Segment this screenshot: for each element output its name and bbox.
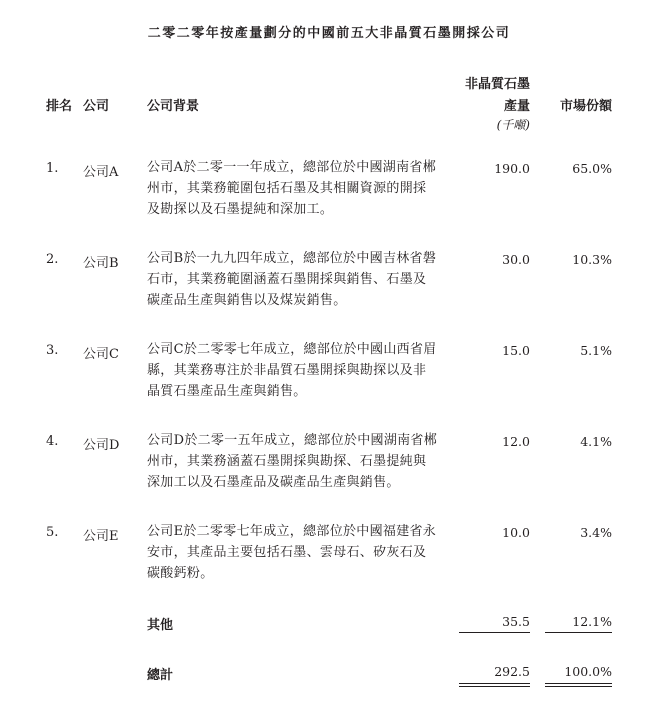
background-cell bbox=[147, 339, 459, 402]
rank-cell: 3. bbox=[46, 343, 59, 358]
rank-cell: 5. bbox=[46, 525, 59, 540]
total-double-rule-share-top bbox=[545, 683, 612, 684]
output-cell: 12.0 bbox=[502, 434, 530, 449]
total-output: 292.5 bbox=[494, 664, 530, 679]
share-cell: 65.0% bbox=[572, 161, 612, 176]
background-line: 公司B於一九九四年成立，總部位於中國吉林省磐 bbox=[147, 251, 437, 266]
output-cell: 15.0 bbox=[502, 343, 530, 358]
rank-cell: 4. bbox=[46, 434, 59, 449]
others-output: 35.5 bbox=[502, 614, 530, 629]
company-cell: 公司E bbox=[83, 529, 119, 544]
total-share: 100.0% bbox=[564, 664, 612, 679]
background-line: 石市，其業務範圍涵蓋石墨開採與銷售、石墨及 bbox=[147, 272, 427, 287]
total-label: 總計 bbox=[147, 668, 174, 683]
share-cell: 4.1% bbox=[580, 434, 612, 449]
rank-cell: 1. bbox=[46, 161, 59, 176]
share-cell: 5.1% bbox=[580, 343, 612, 358]
share-cell: 10.3% bbox=[572, 252, 612, 267]
background-cell bbox=[147, 521, 459, 584]
background-line: 安市，其產品主要包括石墨、雲母石、矽灰石及 bbox=[147, 545, 427, 560]
company-cell: 公司A bbox=[83, 165, 119, 180]
header-output-line2: 產量 bbox=[503, 99, 530, 114]
header-background: 公司背景 bbox=[147, 99, 200, 114]
output-cell: 190.0 bbox=[494, 161, 530, 176]
background-cell bbox=[147, 157, 459, 220]
background-line: 縣，其業務專注於非晶質石墨開採與勘探以及非 bbox=[147, 363, 427, 378]
background-line: 州市，其業務範圍包括石墨及其相關資源的開採 bbox=[147, 181, 427, 196]
others-share: 12.1% bbox=[572, 614, 612, 629]
others-label: 其他 bbox=[147, 618, 174, 633]
background-line: 公司E於二零零七年成立，總部位於中國福建省永 bbox=[147, 524, 437, 539]
background-cell bbox=[147, 248, 459, 311]
total-double-rule-output-bottom bbox=[459, 686, 530, 687]
subtotal-rule-share bbox=[545, 632, 612, 633]
background-line: 公司D於二零一五年成立，總部位於中國湖南省郴 bbox=[147, 433, 438, 448]
company-cell: 公司C bbox=[83, 347, 119, 362]
background-line: 碳產品生產與銷售以及煤炭銷售。 bbox=[147, 293, 347, 308]
header-market-share: 市場份額 bbox=[559, 99, 612, 114]
table-title: 二零二零年按產量劃分的中國前五大非晶質石墨開採公司 bbox=[147, 26, 511, 41]
total-double-rule-output-top bbox=[459, 683, 530, 684]
header-output-unit: (千噸) bbox=[496, 118, 530, 132]
subtotal-rule-output bbox=[459, 632, 530, 633]
background-line: 深加工以及石墨產品及碳產品生產與銷售。 bbox=[147, 475, 400, 490]
background-line: 州市，其業務涵蓋石墨開採與勘探、石墨提純與 bbox=[147, 454, 427, 469]
total-double-rule-share-bottom bbox=[545, 686, 612, 687]
background-line: 碳酸鈣粉。 bbox=[147, 566, 214, 581]
background-line: 晶質石墨產品生產與銷售。 bbox=[147, 384, 307, 399]
header-company: 公司 bbox=[83, 99, 110, 114]
background-line: 公司A於二零一一年成立，總部位於中國湖南省郴 bbox=[147, 160, 436, 175]
rank-cell: 2. bbox=[46, 252, 59, 267]
background-line: 及勘探以及石墨提純和深加工。 bbox=[147, 202, 334, 217]
share-cell: 3.4% bbox=[580, 525, 612, 540]
background-cell bbox=[147, 430, 459, 493]
output-cell: 30.0 bbox=[502, 252, 530, 267]
header-rank: 排名 bbox=[46, 99, 73, 114]
company-cell: 公司D bbox=[83, 438, 120, 453]
output-cell: 10.0 bbox=[502, 525, 530, 540]
background-line: 公司C於二零零七年成立，總部位於中國山西省眉 bbox=[147, 342, 437, 357]
company-cell: 公司B bbox=[83, 256, 119, 271]
header-output-line1: 非晶質石墨 bbox=[464, 77, 530, 92]
